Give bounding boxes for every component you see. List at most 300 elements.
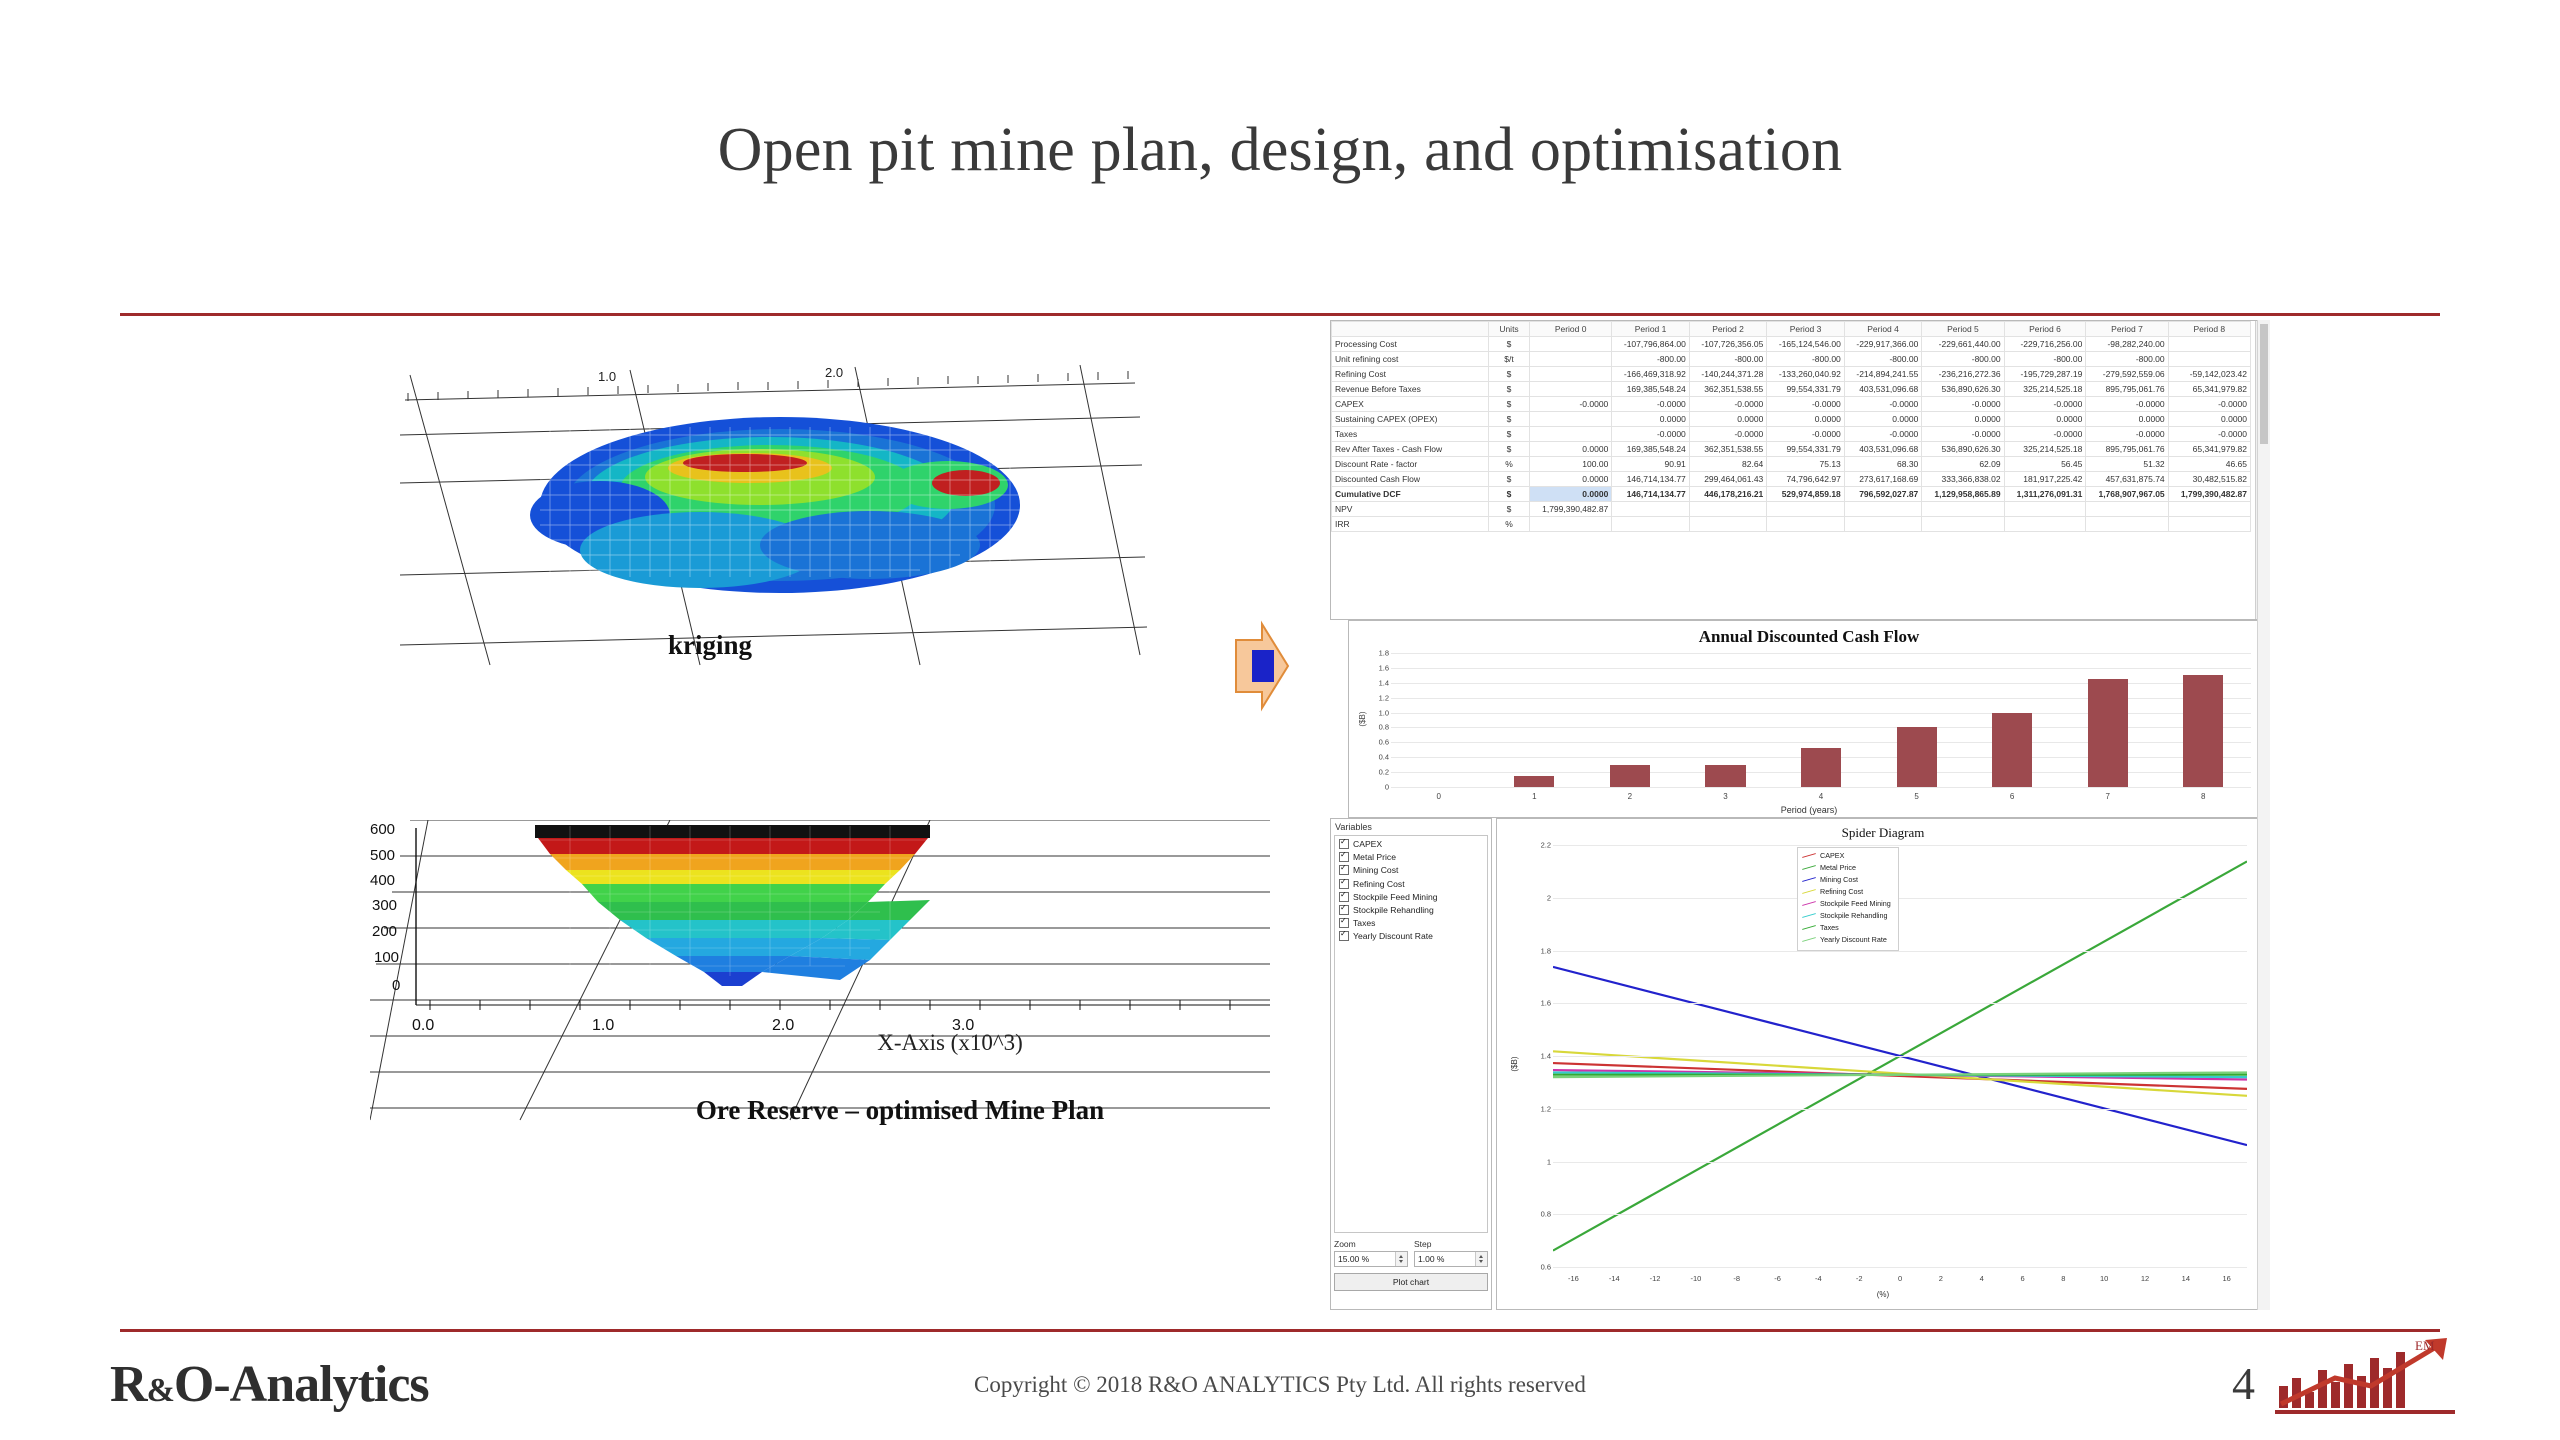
gridline: [1553, 898, 2247, 899]
table-cell[interactable]: 1,799,390,482.87: [1530, 502, 1612, 517]
table-row[interactable]: [1332, 352, 2251, 367]
table-cell[interactable]: -0.0000: [2004, 427, 2086, 442]
legend-swatch: [1802, 853, 1816, 858]
table-cell[interactable]: 0.0000: [2004, 412, 2086, 427]
table-cell[interactable]: 362,351,538.55: [1689, 382, 1767, 397]
app-vertical-scrollbar[interactable]: [2257, 320, 2270, 1310]
variable-checkbox-item[interactable]: [1339, 892, 1483, 902]
company-logo-icon: [2275, 1334, 2455, 1416]
variable-checkbox-item[interactable]: [1339, 865, 1483, 875]
svg-text:100: 100: [374, 949, 400, 966]
ytick: 2: [1546, 893, 1551, 903]
brand-left: R: [110, 1356, 147, 1413]
legend-item: [1802, 923, 1894, 932]
xtick: 12: [2140, 1274, 2150, 1283]
table-cell[interactable]: [2004, 517, 2086, 532]
financial-model-app[interactable]: [1330, 320, 2270, 1310]
table-cell[interactable]: [1530, 382, 1612, 397]
bar-slot: [1582, 653, 1678, 787]
table-cell[interactable]: [1530, 427, 1612, 442]
table-cell[interactable]: 65,341,979.82: [2168, 442, 2250, 457]
legend-label: Yearly Discount Rate: [1820, 935, 1887, 944]
table-cell[interactable]: -800.00: [2086, 352, 2168, 367]
ytick: 1.4: [1540, 1051, 1551, 1061]
table-cell[interactable]: -107,796,864.00: [1612, 337, 1690, 352]
table-cell[interactable]: 0.0000: [1689, 412, 1767, 427]
xtick: -12: [1649, 1274, 1661, 1283]
row-label: CAPEX: [1332, 397, 1489, 412]
table-row[interactable]: [1332, 472, 2251, 487]
table-row[interactable]: [1332, 337, 2251, 352]
table-row[interactable]: [1332, 427, 2251, 442]
checkbox-icon[interactable]: [1339, 931, 1349, 941]
xtick: 6: [2009, 792, 2015, 801]
gridline: [1553, 1267, 2247, 1268]
table-cell[interactable]: -214,894,241.55: [1844, 367, 1922, 382]
svg-text:0.0: 0.0: [412, 1017, 435, 1034]
table-cell[interactable]: 273,617,168.69: [1844, 472, 1922, 487]
table-cell[interactable]: 0.0000: [1922, 412, 2004, 427]
col-header: Period 6: [2004, 322, 2086, 337]
variables-checkbox-list[interactable]: [1334, 835, 1488, 1233]
checkbox-icon[interactable]: [1339, 905, 1349, 915]
spider-chart-ylabel: ($B): [1510, 1056, 1520, 1072]
xtick: 0: [1897, 1274, 1903, 1283]
table-cell[interactable]: -166,469,318.92: [1612, 367, 1690, 382]
table-cell[interactable]: [1530, 337, 1612, 352]
table-cell[interactable]: [1922, 502, 2004, 517]
table-cell[interactable]: -0.0000: [1844, 427, 1922, 442]
xtick: 8: [2061, 1274, 2066, 1283]
ytick: 0: [1384, 782, 1389, 792]
legend-label: Mining Cost: [1820, 875, 1858, 884]
row-label: Processing Cost: [1332, 337, 1489, 352]
table-cell[interactable]: 0.0000: [1530, 472, 1612, 487]
table-cell[interactable]: 75.13: [1767, 457, 1845, 472]
table-cell[interactable]: [1689, 502, 1767, 517]
table-cell[interactable]: 333,366,838.02: [1922, 472, 2004, 487]
xtick: 8: [2201, 792, 2206, 801]
table-cell[interactable]: 403,531,096.68: [1844, 442, 1922, 457]
row-label: Sustaining CAPEX (OPEX): [1332, 412, 1489, 427]
row-label: NPV: [1332, 502, 1489, 517]
step-stepper[interactable]: [1414, 1251, 1488, 1267]
table-row[interactable]: [1332, 487, 2251, 502]
variable-label: Mining Cost: [1353, 865, 1399, 876]
gridline: [1553, 1162, 2247, 1163]
step-control[interactable]: [1414, 1239, 1488, 1267]
kriging-block-model-figure: [400, 365, 1160, 725]
table-row[interactable]: [1332, 397, 2251, 412]
table-cell[interactable]: -195,729,287.19: [2004, 367, 2086, 382]
legend-swatch: [1802, 937, 1816, 942]
table-cell[interactable]: -0.0000: [1612, 427, 1690, 442]
row-unit: %: [1489, 517, 1530, 532]
svg-text:2.0: 2.0: [772, 1017, 795, 1034]
xtick: -14: [1608, 1274, 1620, 1283]
table-cell[interactable]: 0.0000: [2168, 412, 2250, 427]
table-cell[interactable]: -0.0000: [1612, 397, 1690, 412]
page-number: 4: [2232, 1358, 2255, 1409]
col-header: Units: [1489, 322, 1530, 337]
variable-label: Refining Cost: [1353, 878, 1405, 889]
xtick: 16: [2222, 1274, 2231, 1283]
bar-chart-plot: [1391, 653, 2251, 787]
col-header: Period 2: [1689, 322, 1767, 337]
table-cell[interactable]: -800.00: [1844, 352, 1922, 367]
table-cell[interactable]: 146,714,134.77: [1612, 472, 1690, 487]
bar-slot: [1773, 653, 1869, 787]
scrollbar-thumb[interactable]: [2260, 324, 2268, 444]
row-unit: $: [1489, 442, 1530, 457]
table-cell[interactable]: 1,768,907,967.05: [2086, 487, 2168, 502]
table-cell[interactable]: 895,795,061.76: [2086, 382, 2168, 397]
ytick: 1.6: [1378, 663, 1389, 673]
bar: [2183, 675, 2223, 787]
table-cell[interactable]: -133,260,040.92: [1767, 367, 1845, 382]
table-cell[interactable]: [1612, 517, 1690, 532]
table-cell[interactable]: -0.0000: [1689, 427, 1767, 442]
table-cell[interactable]: [1530, 352, 1612, 367]
variable-checkbox-item[interactable]: [1339, 931, 1483, 941]
table-cell[interactable]: -800.00: [1689, 352, 1767, 367]
xtick: 7: [2105, 792, 2110, 801]
bar: [1610, 765, 1650, 787]
table-cell[interactable]: 325,214,525.18: [2004, 382, 2086, 397]
checkbox-icon[interactable]: [1339, 852, 1349, 862]
cashflow-table-panel[interactable]: [1330, 320, 2270, 620]
table-row[interactable]: [1332, 442, 2251, 457]
xtick: 10: [2100, 1274, 2109, 1283]
bar-chart-xticks: [1391, 792, 2251, 801]
table-cell[interactable]: -0.0000: [1922, 427, 2004, 442]
row-unit: $: [1489, 427, 1530, 442]
table-cell[interactable]: 299,464,061.43: [1689, 472, 1767, 487]
table-cell[interactable]: -0.0000: [1530, 397, 1612, 412]
bar-slot: [1487, 653, 1583, 787]
bar-slot: [2060, 653, 2156, 787]
xtick: 1: [1532, 792, 1537, 801]
variable-label: CAPEX: [1353, 839, 1383, 849]
table-cell[interactable]: 90.91: [1612, 457, 1690, 472]
legend-label: CAPEX: [1820, 851, 1845, 860]
table-cell[interactable]: 446,178,216.21: [1689, 487, 1767, 502]
table-cell[interactable]: 100.00: [1530, 457, 1612, 472]
row-label: Discounted Cash Flow: [1332, 472, 1489, 487]
ytick: 1: [1546, 1157, 1551, 1166]
ytick: 1.4: [1378, 678, 1389, 688]
bar-chart-xlabel: Period (years): [1780, 805, 1838, 815]
legend-item: [1802, 935, 1894, 944]
table-cell[interactable]: 1,129,958,865.89: [1922, 487, 2004, 502]
row-label: IRR: [1332, 517, 1489, 532]
row-unit: $: [1489, 412, 1530, 427]
table-cell[interactable]: -107,726,356.05: [1689, 337, 1767, 352]
table-row[interactable]: [1332, 457, 2251, 472]
table-cell[interactable]: 74,796,642.97: [1767, 472, 1845, 487]
spider-chart-plot: [1553, 845, 2247, 1267]
table-cell[interactable]: 403,531,096.68: [1844, 382, 1922, 397]
variable-checkbox-item[interactable]: [1339, 905, 1483, 915]
spider-chart-yticks: [1523, 840, 1551, 1272]
variable-checkbox-item[interactable]: [1339, 852, 1483, 862]
table-cell[interactable]: 529,974,859.18: [1767, 487, 1845, 502]
table-cell[interactable]: -0.0000: [2086, 397, 2168, 412]
zoom-value[interactable]: 15.00 %: [1338, 1254, 1370, 1264]
xtick: -2: [1855, 1274, 1863, 1283]
checkbox-icon[interactable]: [1339, 865, 1349, 875]
table-cell[interactable]: [2086, 517, 2168, 532]
bar: [1992, 713, 2032, 787]
spider-chart-title: Spider Diagram: [1841, 825, 1925, 840]
col-header: Period 5: [1922, 322, 2004, 337]
table-cell[interactable]: 56.45: [2004, 457, 2086, 472]
cashflow-table: [1331, 321, 2251, 532]
step-spinner-arrows-icon[interactable]: [1475, 1252, 1487, 1266]
plot-chart-button[interactable]: Plot chart: [1334, 1273, 1488, 1291]
row-label: Discount Rate - factor: [1332, 457, 1489, 472]
legend-label: Refining Cost: [1820, 887, 1864, 896]
table-cell[interactable]: -800.00: [1922, 352, 2004, 367]
table-cell[interactable]: -0.0000: [1922, 397, 2004, 412]
checkbox-icon[interactable]: [1339, 879, 1349, 889]
table-cell[interactable]: 895,795,061.76: [2086, 442, 2168, 457]
table-cell[interactable]: 0.0000: [1767, 412, 1845, 427]
table-cell[interactable]: [1612, 502, 1690, 517]
ytick: 0.4: [1378, 752, 1389, 762]
col-header: [1332, 322, 1489, 337]
table-row[interactable]: [1332, 367, 2251, 382]
bar-slot: [1391, 653, 1487, 787]
zoom-stepper[interactable]: [1334, 1251, 1408, 1267]
table-cell[interactable]: 99,554,331.79: [1767, 442, 1845, 457]
table-cell[interactable]: -0.0000: [1767, 397, 1845, 412]
row-label: Revenue Before Taxes: [1332, 382, 1489, 397]
table-row[interactable]: [1332, 517, 2251, 532]
table-cell[interactable]: [1844, 517, 1922, 532]
brand-amp: &: [146, 1372, 174, 1409]
copyright-text: Copyright © 2018 R&O ANALYTICS Pty Ltd. All rights reserved: [974, 1372, 1586, 1397]
variable-label: Stockpile Rehandling: [1353, 904, 1434, 915]
variable-checkbox-item[interactable]: [1339, 918, 1483, 928]
variable-checkbox-item[interactable]: [1339, 839, 1483, 849]
table-cell[interactable]: [1530, 412, 1612, 427]
xtick: -6: [1774, 1274, 1781, 1283]
svg-text:600: 600: [370, 821, 396, 838]
table-cell[interactable]: [1530, 367, 1612, 382]
row-unit: $: [1489, 472, 1530, 487]
table-cell[interactable]: -165,124,546.00: [1767, 337, 1845, 352]
table-cell[interactable]: 30,482,515.82: [2168, 472, 2250, 487]
xtick: 2: [1627, 792, 1633, 801]
table-cell[interactable]: -800.00: [1767, 352, 1845, 367]
col-header: Period 8: [2168, 322, 2250, 337]
table-cell[interactable]: 46.65: [2168, 457, 2250, 472]
table-cell[interactable]: 0.0000: [1530, 442, 1612, 457]
table-cell[interactable]: -236,216,272.36: [1922, 367, 2004, 382]
table-cell[interactable]: 536,890,626.30: [1922, 442, 2004, 457]
table-cell[interactable]: -98,282,240.00: [2086, 337, 2168, 352]
xtick: -8: [1733, 1274, 1741, 1283]
zoom-step-row[interactable]: [1334, 1239, 1488, 1267]
table-cell[interactable]: [2168, 352, 2250, 367]
gridline: [1553, 1003, 2247, 1004]
table-header-row: [1332, 322, 2251, 337]
variables-panel[interactable]: [1330, 818, 1492, 1310]
xtick: 0: [1436, 792, 1441, 801]
table-cell[interactable]: [2168, 337, 2250, 352]
table-cell[interactable]: -0.0000: [1689, 397, 1767, 412]
svg-text:3.0: 3.0: [952, 1017, 975, 1034]
col-header: Period 4: [1844, 322, 1922, 337]
table-row[interactable]: [1332, 502, 2251, 517]
table-cell[interactable]: [1844, 502, 1922, 517]
step-value[interactable]: 1.00 %: [1418, 1254, 1445, 1264]
table-cell[interactable]: 146,714,134.77: [1612, 487, 1690, 502]
legend-label: Taxes: [1820, 923, 1839, 932]
row-unit: $: [1489, 502, 1530, 517]
bar-slot: [1678, 653, 1774, 787]
legend-label: Metal Price: [1820, 863, 1856, 872]
table-cell[interactable]: 169,385,548.24: [1612, 442, 1690, 457]
bar-slot: [1869, 653, 1965, 787]
ytick: 2.2: [1540, 840, 1551, 850]
checkbox-icon[interactable]: [1339, 918, 1349, 928]
variable-checkbox-item[interactable]: [1339, 879, 1483, 889]
spider-chart-legend: [1797, 847, 1899, 951]
svg-text:300: 300: [372, 897, 398, 914]
table-cell[interactable]: 362,351,538.55: [1689, 442, 1767, 457]
table-cell[interactable]: 0.0000: [2086, 412, 2168, 427]
table-cell[interactable]: 99,554,331.79: [1767, 382, 1845, 397]
table-cell[interactable]: 82.64: [1689, 457, 1767, 472]
table-cell[interactable]: 169,385,548.24: [1612, 382, 1690, 397]
table-cell[interactable]: -229,661,440.00: [1922, 337, 2004, 352]
xtick: -4: [1815, 1274, 1822, 1283]
xtick: 3: [1723, 792, 1728, 801]
zoom-label: Zoom: [1334, 1239, 1356, 1249]
spider-chart-xticks: [1553, 1274, 2247, 1283]
col-header: Period 0: [1530, 322, 1612, 337]
row-unit: %: [1489, 457, 1530, 472]
cashflow-table-body: [1332, 337, 2251, 532]
table-cell[interactable]: 0.0000: [1612, 412, 1690, 427]
divider-bottom: [120, 1329, 2440, 1332]
table-cell[interactable]: -140,244,371.28: [1689, 367, 1767, 382]
table-cell[interactable]: -0.0000: [1767, 427, 1845, 442]
logo-text: EM: [2415, 1338, 2435, 1353]
table-cell[interactable]: 51.32: [2086, 457, 2168, 472]
table-cell[interactable]: -229,716,256.00: [2004, 337, 2086, 352]
variable-label: Metal Price: [1353, 852, 1396, 863]
ytick: 0.8: [1378, 722, 1389, 732]
table-cell[interactable]: 65,341,979.82: [2168, 382, 2250, 397]
table-cell[interactable]: -59,142,023.42: [2168, 367, 2250, 382]
table-cell[interactable]: 1,311,276,091.31: [2004, 487, 2086, 502]
row-unit: $/t: [1489, 352, 1530, 367]
gridline: [1553, 1056, 2247, 1057]
table-cell[interactable]: 796,592,027.87: [1844, 487, 1922, 502]
table-cell[interactable]: 62.09: [1922, 457, 2004, 472]
table-cell[interactable]: 181,917,225.42: [2004, 472, 2086, 487]
svg-text:400: 400: [370, 872, 396, 889]
table-cell[interactable]: 68.30: [1844, 457, 1922, 472]
zoom-control[interactable]: [1334, 1239, 1408, 1267]
row-unit: $: [1489, 382, 1530, 397]
bar: [1514, 776, 1554, 787]
table-cell[interactable]: 536,890,626.30: [1922, 382, 2004, 397]
table-cell[interactable]: -800.00: [1612, 352, 1690, 367]
table-cell[interactable]: -0.0000: [2004, 397, 2086, 412]
table-row[interactable]: [1332, 412, 2251, 427]
legend-swatch: [1802, 901, 1816, 906]
checkbox-icon[interactable]: [1339, 839, 1349, 849]
table-cell[interactable]: [1767, 517, 1845, 532]
variables-header: Variables: [1335, 822, 1372, 832]
ytick: 0.6: [1378, 737, 1389, 747]
xtick: 14: [2181, 1274, 2190, 1283]
table-cell[interactable]: [1767, 502, 1845, 517]
table-cell[interactable]: [1922, 517, 2004, 532]
checkbox-icon[interactable]: [1339, 892, 1349, 902]
ytick: 1.8: [1540, 946, 1551, 955]
table-cell[interactable]: [2086, 502, 2168, 517]
table-cell[interactable]: 325,214,525.18: [2004, 442, 2086, 457]
table-cell[interactable]: 457,631,875.74: [2086, 472, 2168, 487]
legend-item: [1802, 863, 1894, 872]
table-cell[interactable]: [1530, 517, 1612, 532]
zoom-spinner-arrows-icon[interactable]: [1395, 1252, 1407, 1266]
gridline: [1553, 951, 2247, 952]
bar-chart-bars: [1391, 653, 2251, 787]
table-cell[interactable]: 0.0000: [1530, 487, 1612, 502]
col-header: Period 1: [1612, 322, 1690, 337]
table-cell[interactable]: [2168, 502, 2250, 517]
xtick: 4: [1979, 1274, 1984, 1283]
col-header: Period 3: [1767, 322, 1845, 337]
table-cell[interactable]: [2004, 502, 2086, 517]
row-unit: $: [1489, 367, 1530, 382]
pit-caption: Ore Reserve – optimised Mine Plan: [695, 1095, 1105, 1125]
table-cell[interactable]: 0.0000: [1844, 412, 1922, 427]
table-cell[interactable]: -229,917,366.00: [1844, 337, 1922, 352]
table-cell[interactable]: -0.0000: [1844, 397, 1922, 412]
table-cell[interactable]: -0.0000: [2168, 397, 2250, 412]
table-cell[interactable]: -0.0000: [2168, 427, 2250, 442]
svg-text:1.0: 1.0: [598, 369, 617, 384]
xtick: 5: [1914, 792, 1919, 801]
table-cell[interactable]: [1689, 517, 1767, 532]
bar-chart-yticks: [1363, 648, 1389, 792]
table-cell[interactable]: -0.0000: [2086, 427, 2168, 442]
legend-item: [1802, 851, 1894, 860]
svg-text:2.0: 2.0: [825, 365, 844, 380]
table-cell[interactable]: -800.00: [2004, 352, 2086, 367]
table-cell[interactable]: [2168, 517, 2250, 532]
variable-label: Stockpile Feed Mining: [1353, 891, 1438, 902]
xtick: -10: [1690, 1274, 1702, 1283]
ytick: 0.2: [1378, 767, 1389, 777]
table-row[interactable]: [1332, 382, 2251, 397]
legend-item: [1802, 875, 1894, 884]
ytick: 0.8: [1540, 1209, 1551, 1219]
legend-swatch: [1802, 925, 1816, 930]
table-cell[interactable]: -279,592,559.06: [2086, 367, 2168, 382]
table-cell[interactable]: 1,799,390,482.87: [2168, 487, 2250, 502]
bar-slot: [1964, 653, 2060, 787]
variable-label: Taxes: [1353, 918, 1376, 929]
legend-swatch: [1802, 889, 1816, 894]
